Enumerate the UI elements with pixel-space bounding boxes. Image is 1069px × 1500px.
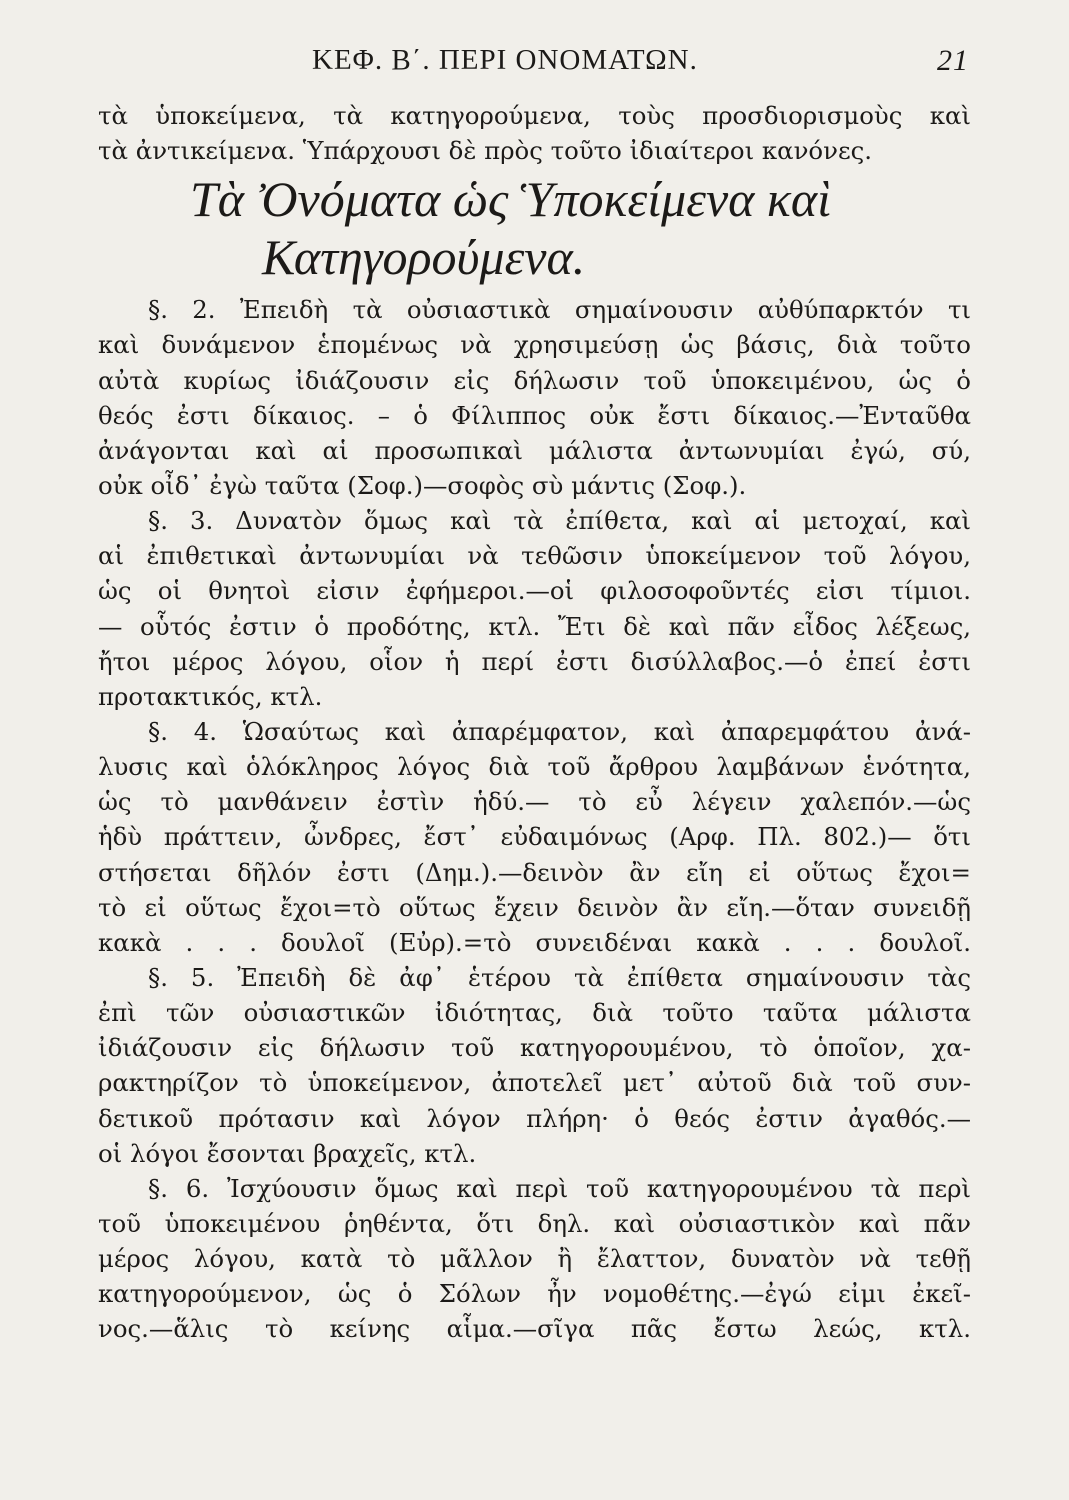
text-line: τοῦ ὑποκειμένου ῥηθέντα, ὅτι δηλ. καὶ οὐσιαστικὸν καὶ πᾶν <box>98 1208 971 1238</box>
text-line: κατηγορούμενον, ὡς ὁ Σόλων ἦν νομοθέτης.—ἐγώ εἰμι ἐκεῖ- <box>98 1279 971 1309</box>
page-number: 21 <box>937 44 969 77</box>
text-line: ὡς οἱ θνητοὶ εἰσιν ἐφήμεροι.—οἱ φιλοσοφοῦντές εἰσι τίμιοι. <box>98 576 971 606</box>
text-line: ρακτηρίζον τὸ ὑποκείμενον, ἀποτελεῖ μετ᾽ αὐτοῦ διὰ τοῦ συν- <box>98 1068 971 1098</box>
text-line: §. 3. Δυνατὸν ὅμως καὶ τὰ ἐπίθετα, καὶ αἱ μετοχαί, καὶ <box>148 506 971 536</box>
chapter-title: ΚΕΦ. Β΄. ΠΕΡΙ ΟΝΟΜΑΤΩΝ. <box>312 44 698 76</box>
text-line: ἐπὶ τῶν οὐσιαστικῶν ἰδιότητας, διὰ τοῦτο ταῦτα μάλιστα <box>98 998 971 1028</box>
paragraph-6 <box>98 1171 971 1347</box>
text-line: αὐτὰ κυρίως ἰδιάζουσιν εἰς δήλωσιν τοῦ ὑποκειμένου, ὡς ὁ <box>98 365 971 395</box>
text-line: δετικοῦ πρότασιν καὶ λόγον πλήρη· ὁ θεός ἐστιν ἀγαθός.— <box>98 1103 971 1133</box>
text-line: — οὗτός ἐστιν ὁ προδότης, κτλ. Ἔτι δὲ καὶ πᾶν εἶδος λέξεως, <box>98 611 971 641</box>
text-line: κακὰ . . . δουλοῖ (Εὐρ).=τὸ συνειδέναι κακὰ . . . δουλοῖ. <box>98 927 971 957</box>
text-line: τὰ ἀντικείμενα. Ὑπάρχουσι δὲ πρὸς τοῦτο ἰδιαίτεροι κανόνες. <box>98 136 872 166</box>
text-line: μέρος λόγου, κατὰ τὸ μᾶλλον ἢ ἔλαττον, δυνατὸν νὰ τεθῇ <box>98 1244 971 1274</box>
text-line: §. 5. Ἐπειδὴ δὲ ἀφ᾽ ἑτέρου τὰ ἐπίθετα σημαίνουσιν τὰς <box>148 962 971 992</box>
text-line: προτακτικός, κτλ. <box>98 681 323 711</box>
text-line: ἡδὺ πράττειν, ὦνδρες, ἔστ᾽ εὐδαιμόνως (Αρφ. Πλ. 802.)— ὅτι <box>98 822 971 852</box>
section-heading: Τὰ Ὀνόματα ὡς Ὑποκείμενα καὶ <box>190 171 832 228</box>
text-line: θεός ἐστι δίκαιος. – ὁ Φίλιππος οὐκ ἔστι δίκαιος.—Ἐνταῦθα <box>98 400 971 430</box>
paragraph-5 <box>98 960 971 1171</box>
text-line: οὐκ οἶδ᾽ ἐγὼ ταῦτα (Σοφ.)—σοφὸς σὺ μάντις (Σοφ.). <box>98 470 747 500</box>
text-line: §. 6. Ἰσχύουσιν ὅμως καὶ περὶ τοῦ κατηγορουμένου τὰ περὶ <box>148 1173 971 1203</box>
running-header <box>312 44 969 77</box>
text-line: ἀνάγονται καὶ αἱ προσωπικαὶ μάλιστα ἀντωνυμίαι ἐγώ, σύ, <box>98 435 971 465</box>
section-heading: Κατηγορούμενα. <box>262 229 586 286</box>
text-line: νος.—ἅλις τὸ κείνης αἷμα.—σῖγα πᾶς ἔστω λεώς, κτλ. <box>98 1314 971 1344</box>
page-body <box>98 98 971 1347</box>
paragraph-3 <box>98 503 971 714</box>
text-line: αἱ ἐπιθετικαὶ ἀντωνυμίαι νὰ τεθῶσιν ὑποκείμενον τοῦ λόγου, <box>98 541 971 571</box>
paragraph-2 <box>98 292 971 503</box>
text-line: τὸ εἰ οὕτως ἔχοι=τὸ οὕτως ἔχειν δεινὸν ἂν εἴη.—ὅταν συνειδῇ <box>98 892 971 922</box>
text-line: οἱ λόγοι ἔσονται βραχεῖς, κτλ. <box>98 1138 477 1168</box>
text-line: στήσεται δῆλόν ἐστι (Δημ.).—δεινὸν ἂν εἴη εἰ οὕτως ἔχοι= <box>98 857 971 887</box>
text-line: ὡς τὸ μανθάνειν ἐστὶν ἡδύ.— τὸ εὖ λέγειν χαλεπόν.—ὡς <box>98 787 971 817</box>
text-line: §. 4. Ὡσαύτως καὶ ἀπαρέμφατον, καὶ ἀπαρεμφάτου ἀνά- <box>148 716 971 746</box>
text-line: ἰδιάζουσιν εἰς δήλωσιν τοῦ κατηγορουμένου, τὸ ὁποῖον, χα- <box>98 1033 971 1063</box>
text-line: τὰ ὑποκείμενα, τὰ κατηγορούμενα, τοὺς προσδιορισμοὺς καὶ <box>98 101 971 130</box>
paragraph-4 <box>98 714 971 960</box>
text-line: §. 2. Ἐπειδὴ τὰ οὐσιαστικὰ σημαίνουσιν αὐθύπαρκτόν τι <box>148 295 971 325</box>
text-line: ἤτοι μέρος λόγου, οἷον ἡ περί ἐστι δισύλλαβος.—ὁ ἐπεί ἐστι <box>98 646 971 676</box>
text-line: λυσις καὶ ὁλόκληρος λόγος διὰ τοῦ ἄρθρου λαμβάνων ἑνότητα, <box>98 752 971 782</box>
text-line: καὶ δυνάμενον ἑπομένως νὰ χρησιμεύσῃ ὡς βάσις, διὰ τοῦτο <box>98 330 971 360</box>
